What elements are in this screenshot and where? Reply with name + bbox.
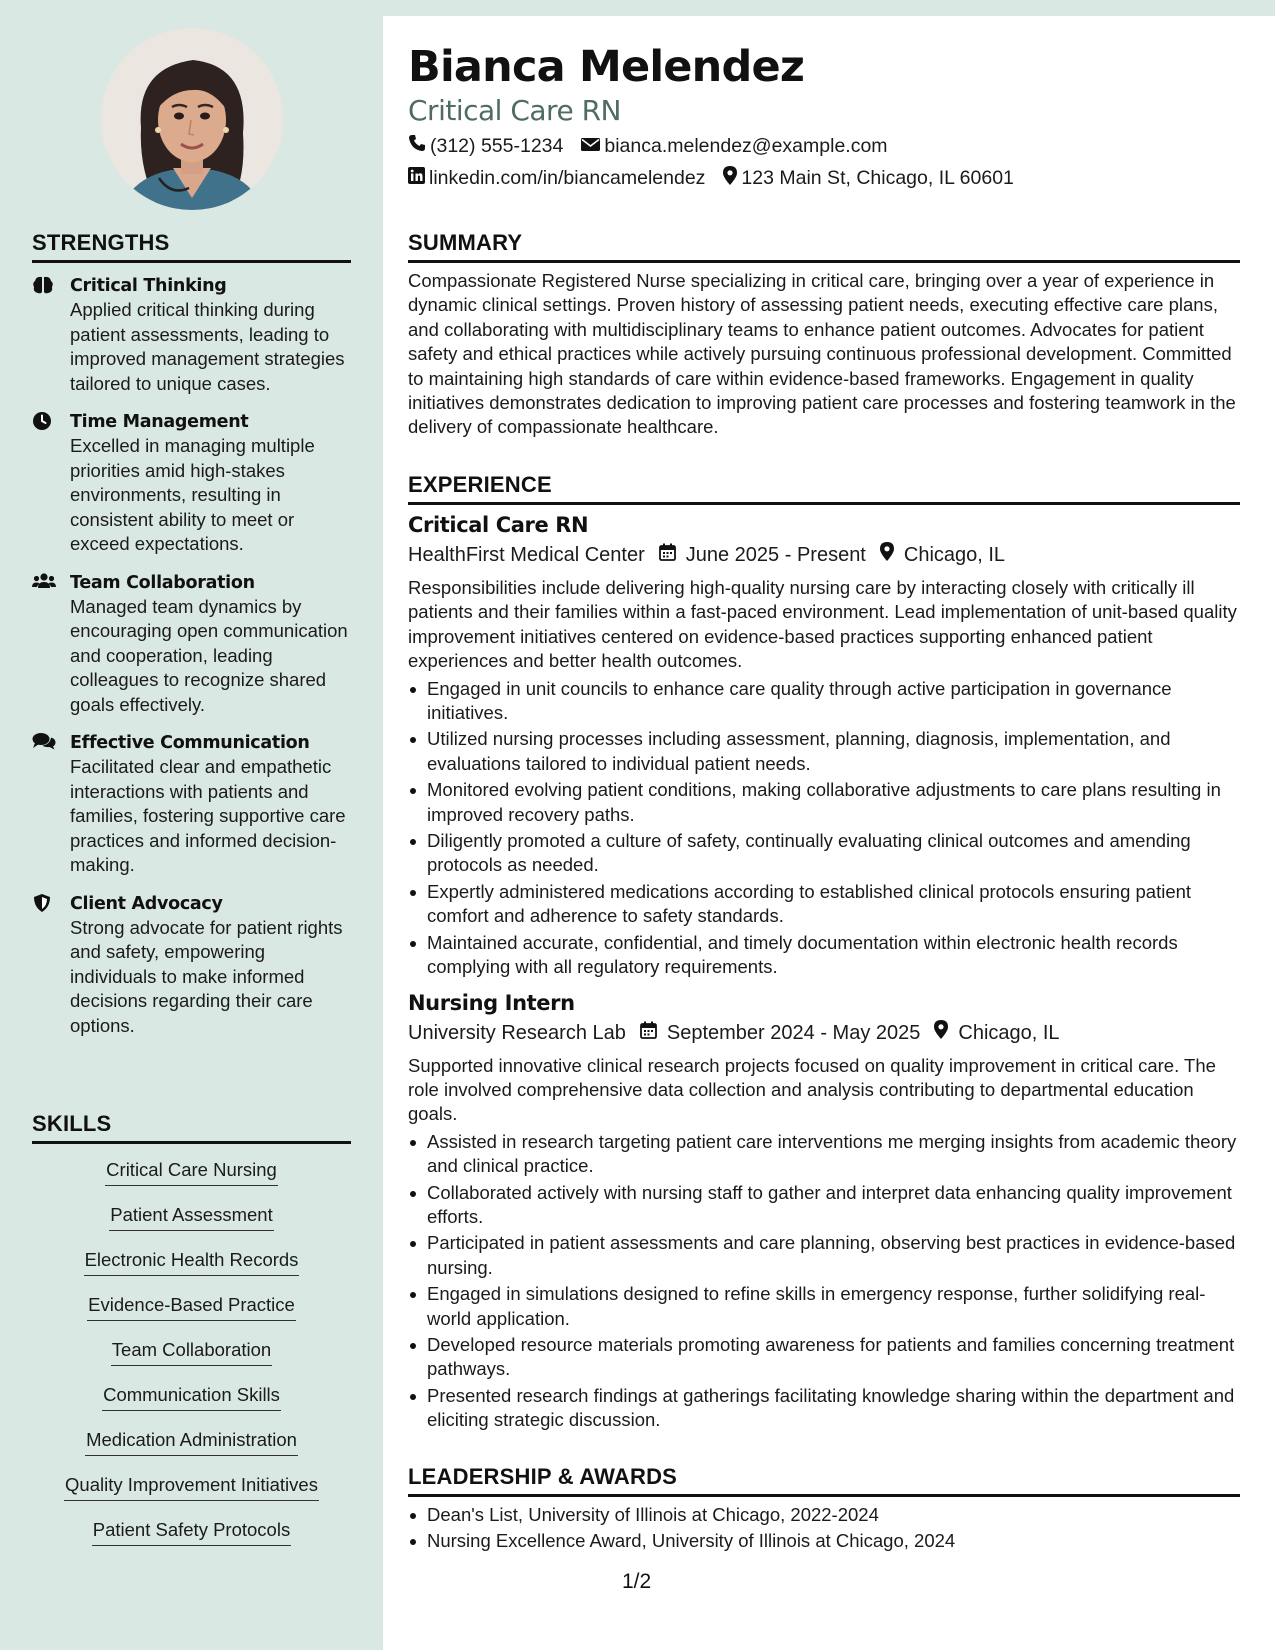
clock-icon <box>32 411 56 433</box>
strength-title: Team Collaboration <box>70 572 255 593</box>
job-entry <box>408 510 1240 980</box>
job-title: Nursing Intern <box>408 990 575 1015</box>
skills-section <box>32 1111 351 1563</box>
job-bullets <box>408 1130 1240 1433</box>
job-meta <box>408 1018 1240 1048</box>
skill-tag: Critical Care Nursing <box>105 1158 278 1186</box>
summary-section <box>408 230 1240 440</box>
envelope-icon <box>581 135 604 158</box>
skill-tag: Electronic Health Records <box>84 1248 300 1276</box>
job-dates <box>659 540 866 570</box>
contact-row-2 <box>408 166 1032 191</box>
strengths-section <box>32 230 351 1038</box>
strength-description: Strong advocate for patient rights and safety, empowering individuals to make informed decisions regarding their care options. <box>70 916 343 1036</box>
skill-tag: Evidence-Based Practice <box>87 1293 296 1321</box>
linkedin-icon <box>408 167 429 190</box>
strength-item <box>32 571 351 718</box>
skill-tag: Communication Skills <box>102 1383 281 1411</box>
users-icon <box>32 572 56 594</box>
job-bullet: Expertly administered medications according to established clinical protocols ensuring patient comfort and adherence to safety standards. <box>408 880 1240 929</box>
email-text[interactable]: bianca.melendez@example.com <box>604 134 888 157</box>
job-bullet: Monitored evolving patient conditions, making collaborative adjustments to care plans resulting in improved recovery paths. <box>408 778 1240 827</box>
job-bullets <box>408 677 1240 980</box>
address-text: 123 Main St, Chicago, IL 60601 <box>741 167 1014 189</box>
shield-icon <box>32 893 56 915</box>
skills-list <box>32 1158 351 1563</box>
job-company: HealthFirst Medical Center <box>408 544 645 566</box>
job-description: Responsibilities include delivering high-quality nursing care by interacting closely with critically ill patients and their families within a fast-paced environment. Lead implementation of unit-based quality improvement initiatives centered on evidence-based practices supporting enhanced patient experiences and better health outcomes. <box>408 577 1237 672</box>
skill-tag: Patient Safety Protocols <box>92 1518 291 1546</box>
job-title: Critical Care RN <box>408 513 589 537</box>
job-location <box>880 540 1005 570</box>
candidate-role: Critical Care RN <box>408 94 621 127</box>
sidebar <box>0 0 383 1650</box>
job-dates-text: September 2024 - May 2025 <box>666 1021 921 1044</box>
job-location-text: Chicago, IL <box>958 1021 1060 1044</box>
summary-heading: SUMMARY <box>408 230 1240 263</box>
job-bullet: Participated in patient assessments and care planning, observing best practices in evidence-based nursing. <box>408 1231 1240 1280</box>
job-description: Supported innovative clinical research projects focused on quality improvement in critical care. The role involved comprehensive data collection and analysis contributing to departmental education goals. <box>408 1054 1216 1125</box>
skill-tag: Team Collaboration <box>111 1338 272 1366</box>
job-bullet: Engaged in simulations designed to refine skills in emergency response, further solidifying real-world application. <box>408 1282 1240 1331</box>
map-pin-icon <box>723 166 741 191</box>
job-bullet: Maintained accurate, confidential, and timely documentation within electronic health records complying with all regulatory requirements. <box>408 931 1240 980</box>
awards-heading: LEADERSHIP & AWARDS <box>408 1464 1240 1497</box>
job-bullet: Utilized nursing processes including assessment, planning, diagnosis, implementation, and evaluations tailored to individual patient needs. <box>408 727 1240 776</box>
linkedin-contact[interactable] <box>408 167 705 190</box>
strength-description: Facilitated clear and empathetic interactions with patients and families, fostering supportive care practices and informed decision-making. <box>70 756 346 875</box>
award-item: Nursing Excellence Award, University of Illinois at Chicago, 2024 <box>408 1529 1240 1553</box>
strengths-heading: STRENGTHS <box>32 230 351 263</box>
strength-title: Client Advocacy <box>70 893 223 914</box>
strength-item <box>32 410 351 557</box>
page-number: 1/2 <box>622 1570 652 1593</box>
map-pin-icon <box>880 540 904 570</box>
job-bullet: Presented research findings at gatherings facilitating knowledge sharing within the department and eliciting strategic discussion. <box>408 1384 1240 1433</box>
job-dates-text: June 2025 - Present <box>685 544 866 566</box>
strength-item <box>32 274 351 396</box>
job-bullet: Developed resource materials promoting awareness for patients and families concerning treatment pathways. <box>408 1333 1240 1382</box>
calendar-icon <box>640 1018 667 1048</box>
job-meta <box>408 540 1240 570</box>
job-bullet: Diligently promoted a culture of safety, continually evaluating clinical outcomes and amending protocols as needed. <box>408 829 1240 878</box>
comments-icon <box>32 732 56 754</box>
strength-item <box>32 731 351 878</box>
job-bullet: Assisted in research targeting patient care interventions me merging insights from academic theory and clinical practice. <box>408 1130 1240 1179</box>
job-entry <box>408 988 1240 1433</box>
brain-icon <box>32 275 56 297</box>
awards-list <box>408 1503 1240 1554</box>
email-contact[interactable] <box>581 135 887 158</box>
job-location-text: Chicago, IL <box>903 544 1006 566</box>
skills-heading: SKILLS <box>32 1111 351 1144</box>
job-location <box>934 1018 1059 1048</box>
job-dates <box>640 1018 921 1048</box>
awards-section <box>408 1464 1240 1556</box>
strength-description: Applied critical thinking during patient assessments, leading to improved management strategies tailored to unique cases. <box>70 299 345 394</box>
job-company: University Research Lab <box>408 1021 626 1044</box>
skill-tag: Medication Administration <box>85 1428 298 1456</box>
skill-tag: Quality Improvement Initiatives <box>64 1473 319 1501</box>
strength-item <box>32 892 351 1039</box>
strength-title: Time Management <box>70 412 249 432</box>
job-bullet: Collaborated actively with nursing staff to gather and interpret data enhancing quality improvement efforts. <box>408 1181 1240 1230</box>
phone-icon <box>408 134 430 158</box>
avatar <box>101 28 283 210</box>
address-contact <box>723 166 1013 191</box>
summary-text: Compassionate Registered Nurse specializing in critical care, bringing over a year of experience in dynamic clinical settings. Proven history of assessing patient needs, executing effective care plans, and collaborating with multidisciplinary teams to enhance patient outcomes. Advocates for patient safety and ethical practices while actively pursuing continuous professional development. Committed to maintaining high standards of care within evidence-based frameworks. Engagement in quality initiatives demonstrates dedication to improving patient care processes and fostering teamwork in the delivery of compassionate healthcare. <box>408 270 1236 438</box>
experience-section <box>408 472 1240 1435</box>
map-pin-icon <box>934 1018 958 1048</box>
experience-heading: EXPERIENCE <box>408 472 1240 505</box>
award-item: Dean's List, University of Illinois at Chicago, 2022-2024 <box>408 1503 1240 1527</box>
candidate-name: Bianca Melendez <box>408 42 805 92</box>
strength-title: Critical Thinking <box>70 276 227 296</box>
strength-description: Managed team dynamics by encouraging open communication and cooperation, leading colleagues to recognize shared goals effectively. <box>70 595 348 715</box>
contact-row <box>408 134 906 158</box>
job-bullet: Engaged in unit councils to enhance care quality through active participation in governance initiatives. <box>408 677 1240 726</box>
linkedin-text[interactable]: linkedin.com/in/biancamelendez <box>429 167 706 189</box>
calendar-icon <box>659 540 686 570</box>
phone-contact <box>408 134 563 158</box>
strength-description: Excelled in managing multiple priorities amid high-stakes environments, resulting in consistent ability to meet or exceed expectations. <box>70 435 315 554</box>
strength-title: Effective Communication <box>70 733 310 753</box>
phone-text: (312) 555-1234 <box>430 134 564 157</box>
skill-tag: Patient Assessment <box>109 1203 273 1231</box>
